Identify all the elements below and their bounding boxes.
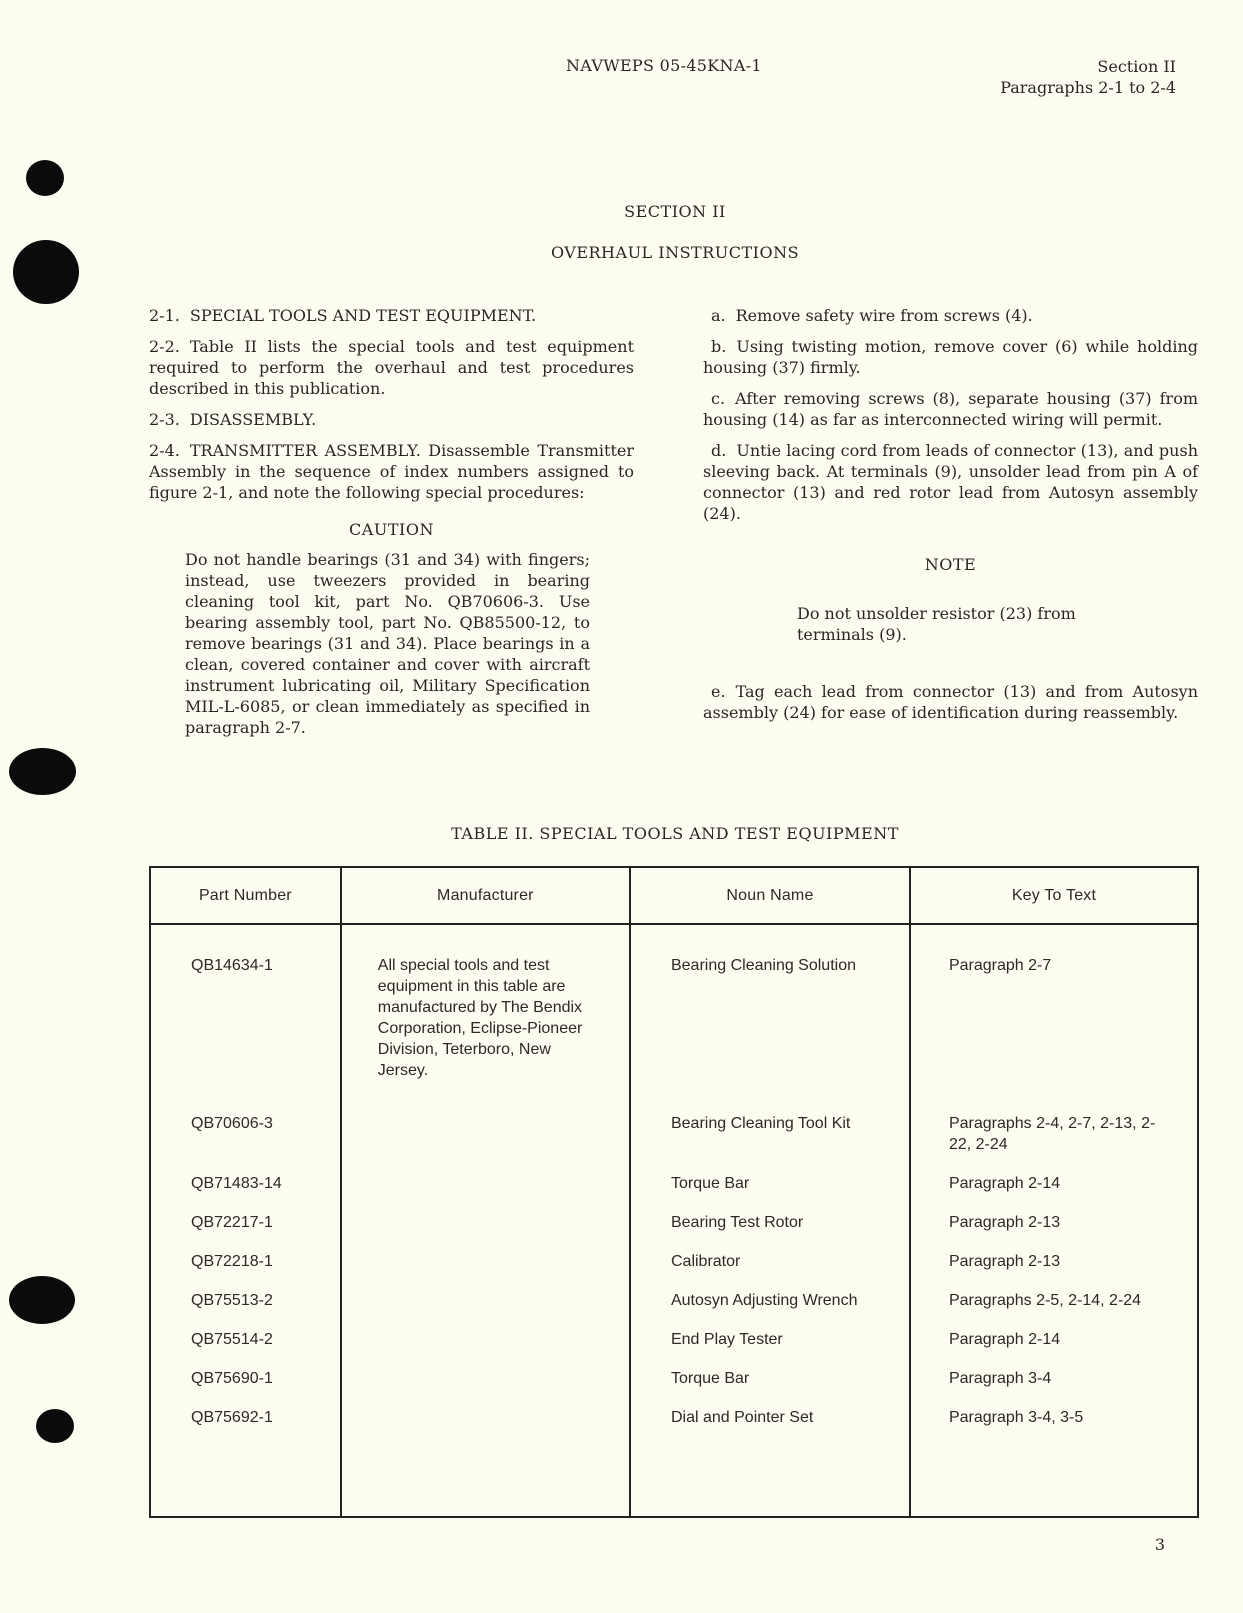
step-d xyxy=(703,440,1198,524)
part-number-cell: QB72218-1 xyxy=(150,1233,341,1272)
binder-hole xyxy=(9,1276,75,1324)
paragraph-2-3 xyxy=(149,409,634,430)
paragraph-heading: SPECIAL TOOLS AND TEST EQUIPMENT. xyxy=(189,306,537,325)
step-text: After removing screws (8), separate housing (37) from housing (14) as far as interconnected wiring will permit. xyxy=(703,389,1198,429)
binder-hole xyxy=(36,1409,74,1443)
table-title: TABLE II. SPECIAL TOOLS AND TEST EQUIPMENT xyxy=(451,824,899,843)
part-number-cell: QB72217-1 xyxy=(150,1194,341,1233)
table-row xyxy=(150,1311,1198,1350)
manufacturer-cell xyxy=(341,1350,630,1389)
paragraph-number: 2-2. xyxy=(149,337,180,356)
noun-name-cell: Torque Bar xyxy=(630,1155,910,1194)
step-text: Untie lacing cord from leads of connector (13), and push sleeving back. At terminals (9), unsolder lead from pin A of connector (13) and red rotor lead from Autosyn assembly (24). xyxy=(703,441,1198,523)
section-label: Section II xyxy=(1097,57,1176,76)
manufacturer-cell: All special tools and test equipment in this table are manufactured by The Bendix Corporation, Eclipse-Pioneer Division, Teterboro, New Jersey. xyxy=(341,924,630,1095)
step-text: Remove safety wire from screws (4). xyxy=(735,306,1033,325)
binder-hole xyxy=(9,748,76,795)
manufacturer-cell xyxy=(341,1311,630,1350)
paragraph-text: TRANSMITTER ASSEMBLY. Disassemble Transmitter Assembly in the sequence of index numbers assigned to figure 2-1, and note the following special procedures: xyxy=(149,441,634,502)
paragraph-text: Table II lists the special tools and test equipment required to perform the overhaul and test procedures described in this publication. xyxy=(149,337,634,398)
right-column xyxy=(703,305,1198,733)
key-to-text-cell: Paragraph 2-7 xyxy=(910,924,1198,1095)
table-row xyxy=(150,1389,1198,1517)
column-header-noun-name: Noun Name xyxy=(630,867,910,924)
key-to-text-cell: Paragraphs 2-5, 2-14, 2-24 xyxy=(910,1272,1198,1311)
part-number-cell: QB75513-2 xyxy=(150,1272,341,1311)
manufacturer-cell xyxy=(341,1233,630,1272)
section-title: SECTION II xyxy=(624,202,726,221)
key-to-text-cell: Paragraphs 2-4, 2-7, 2-13, 2-22, 2-24 xyxy=(910,1095,1198,1155)
caution-text: Do not handle bearings (31 and 34) with fingers; instead, use tweezers provided in bearing cleaning tool kit, part No. QB70606-3. Use bearing assembly tool, part No. QB85500-12, to remove bearings (31 and 34). Place bearings in a clean, covered container and cover with aircraft instrument lubricating oil, Military Specification MIL-L-6085, or clean immediately as specified in paragraph 2-7. xyxy=(185,550,590,737)
manufacturer-cell xyxy=(341,1095,630,1155)
noun-name-cell: Torque Bar xyxy=(630,1350,910,1389)
manufacturer-cell xyxy=(341,1155,630,1194)
manufacturer-cell xyxy=(341,1389,630,1517)
page-number: 3 xyxy=(1154,1535,1165,1554)
manufacturer-cell xyxy=(341,1194,630,1233)
column-header-key-to-text: Key To Text xyxy=(910,867,1198,924)
table-row xyxy=(150,1233,1198,1272)
paragraph-2-4 xyxy=(149,440,634,503)
step-b xyxy=(703,336,1198,378)
table-row xyxy=(150,1095,1198,1155)
step-text: Tag each lead from connector (13) and from Autosyn assembly (24) for ease of identification during reassembly. xyxy=(703,682,1198,722)
step-c xyxy=(703,388,1198,430)
part-number-cell: QB75514-2 xyxy=(150,1311,341,1350)
part-number-cell: QB75690-1 xyxy=(150,1350,341,1389)
step-label: e. xyxy=(711,682,726,701)
key-to-text-cell: Paragraph 2-13 xyxy=(910,1233,1198,1272)
paragraph-range: Paragraphs 2-1 to 2-4 xyxy=(1000,78,1176,97)
binder-hole xyxy=(26,160,64,196)
noun-name-cell: Autosyn Adjusting Wrench xyxy=(630,1272,910,1311)
note-heading: NOTE xyxy=(924,555,977,574)
part-number-cell: QB71483-14 xyxy=(150,1155,341,1194)
noun-name-cell: Calibrator xyxy=(630,1233,910,1272)
noun-name-cell: Bearing Cleaning Solution xyxy=(630,924,910,1095)
manufacturer-cell xyxy=(341,1272,630,1311)
table-row xyxy=(150,1350,1198,1389)
key-to-text-cell: Paragraph 2-14 xyxy=(910,1155,1198,1194)
table-row xyxy=(150,1272,1198,1311)
step-label: a. xyxy=(711,306,726,325)
key-to-text-cell: Paragraph 3-4, 3-5 xyxy=(910,1389,1198,1517)
table-row xyxy=(150,924,1198,1095)
part-number-cell: QB70606-3 xyxy=(150,1095,341,1155)
step-a xyxy=(703,305,1198,326)
paragraph-heading: DISASSEMBLY. xyxy=(189,410,317,429)
paragraph-number: 2-1. xyxy=(149,306,180,325)
table-header-row xyxy=(150,867,1198,924)
column-header-part-number: Part Number xyxy=(150,867,341,924)
step-label: d. xyxy=(711,441,727,460)
special-tools-table xyxy=(149,866,1199,1518)
noun-name-cell: Bearing Test Rotor xyxy=(630,1194,910,1233)
column-header-manufacturer: Manufacturer xyxy=(341,867,630,924)
noun-name-cell: Bearing Cleaning Tool Kit xyxy=(630,1095,910,1155)
paragraph-2-2 xyxy=(149,336,634,399)
step-text: Using twisting motion, remove cover (6) while holding housing (37) firmly. xyxy=(703,337,1198,377)
noun-name-cell: End Play Tester xyxy=(630,1311,910,1350)
step-label: c. xyxy=(711,389,726,408)
step-e xyxy=(703,681,1198,723)
noun-name-cell: Dial and Pointer Set xyxy=(630,1389,910,1517)
key-to-text-cell: Paragraph 3-4 xyxy=(910,1350,1198,1389)
left-column xyxy=(149,305,634,738)
table-row xyxy=(150,1194,1198,1233)
key-to-text-cell: Paragraph 2-13 xyxy=(910,1194,1198,1233)
document-id: NAVWEPS 05-45KNA-1 xyxy=(566,56,762,75)
table-row xyxy=(150,1155,1198,1194)
paragraph-2-1 xyxy=(149,305,634,326)
page-header-right xyxy=(1000,56,1176,98)
paragraph-number: 2-3. xyxy=(149,410,180,429)
step-label: b. xyxy=(711,337,727,356)
note-text: Do not unsolder resistor (23) from terminals (9). xyxy=(797,604,1076,644)
caution-heading: CAUTION xyxy=(349,520,434,539)
part-number-cell: QB14634-1 xyxy=(150,924,341,1095)
part-number-cell: QB75692-1 xyxy=(150,1389,341,1517)
section-subtitle: OVERHAUL INSTRUCTIONS xyxy=(550,243,800,262)
key-to-text-cell: Paragraph 2-14 xyxy=(910,1311,1198,1350)
paragraph-number: 2-4. xyxy=(149,441,180,460)
